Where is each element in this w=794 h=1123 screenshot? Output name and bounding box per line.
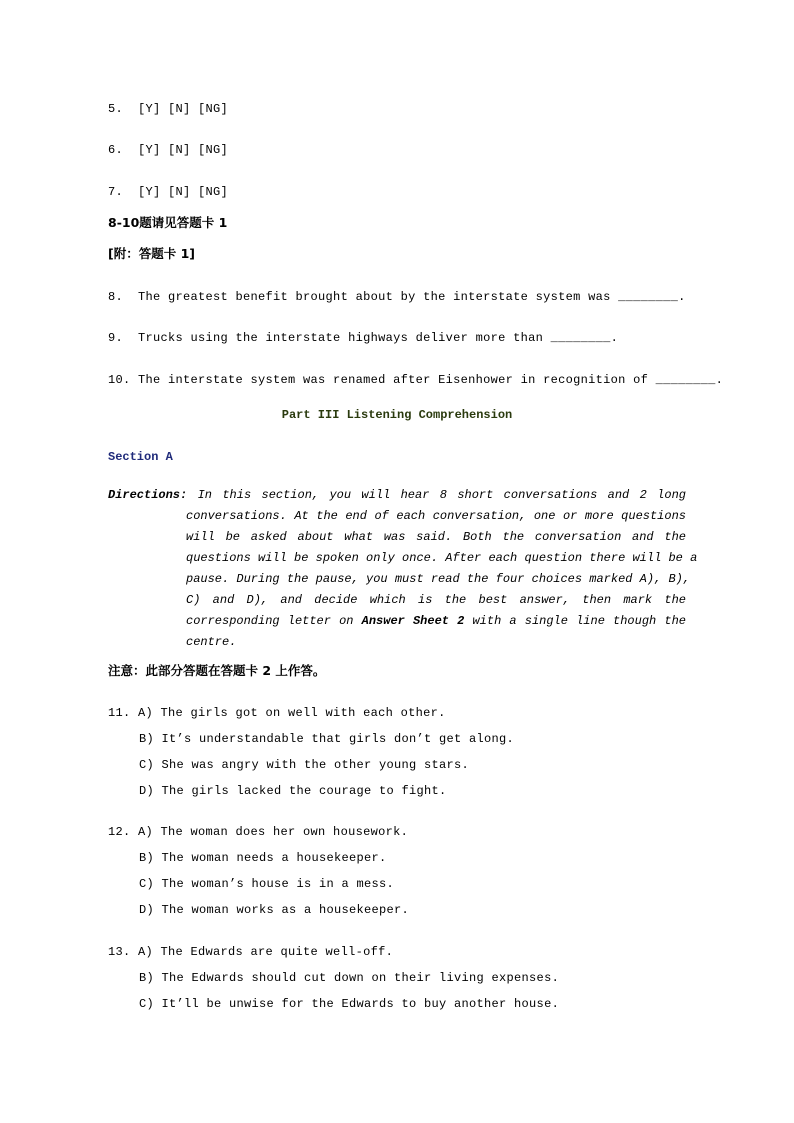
- fill-item: [108, 331, 618, 345]
- option: A) The woman does her own housework.: [138, 825, 409, 839]
- fill-text: Trucks using the interstate highways deliver more than ________.: [138, 331, 619, 345]
- section-title: Section A: [108, 450, 173, 464]
- fill-num: 10.: [108, 373, 131, 387]
- fill-text: The greatest benefit brought about by the interstate system was ________.: [138, 290, 686, 304]
- option: C) She was angry with the other young stars.: [139, 758, 470, 772]
- fill-item: [108, 373, 723, 387]
- fill-item: [108, 290, 686, 304]
- option: B) It’s understandable that girls don’t get along.: [139, 732, 515, 746]
- question: [108, 825, 408, 839]
- directions-line: will be asked about what was said. Both the conversation and the: [186, 530, 686, 544]
- directions-line: centre.: [186, 635, 237, 649]
- directions-line: questions will be spoken only once. After each question there will be a: [186, 551, 698, 565]
- attach-note: [附：答题卡 1]: [108, 246, 195, 261]
- directions: [108, 485, 698, 653]
- directions-text: In this section, you will hear 8 short conversations and 2 long: [197, 488, 686, 502]
- notice: 注意：此部分答题在答题卡 2 上作答。: [108, 663, 326, 678]
- tf-num: 5.: [108, 102, 124, 116]
- tf-options: [Y] [N] [NG]: [138, 143, 229, 157]
- option: B) The woman needs a housekeeper.: [139, 851, 387, 865]
- tf-item: [108, 102, 228, 116]
- option: D) The girls lacked the courage to fight.: [139, 784, 447, 798]
- directions-line: [108, 611, 686, 632]
- directions-line: conversations. At the end of each conversation, one or more questions: [186, 509, 686, 523]
- tf-item: [108, 185, 228, 199]
- tf-item: [108, 143, 228, 157]
- note-8-10: 8-10题请见答题卡 1: [108, 215, 228, 230]
- question-num: 12.: [108, 825, 131, 839]
- option: A) The girls got on well with each other.: [138, 706, 446, 720]
- option: B) The Edwards should cut down on their living expenses.: [139, 971, 560, 985]
- directions-label: Directions:: [108, 488, 188, 502]
- tf-num: 7.: [108, 185, 124, 199]
- tf-options: [Y] [N] [NG]: [138, 102, 229, 116]
- directions-line: pause. During the pause, you must read the four choices marked A), B),: [186, 572, 691, 586]
- directions-line: C) and D), and decide which is the best answer, then mark the: [186, 593, 686, 607]
- answer-sheet-ref: Answer Sheet 2: [361, 614, 465, 628]
- tf-options: [Y] [N] [NG]: [138, 185, 229, 199]
- tf-num: 6.: [108, 143, 124, 157]
- option: A) The Edwards are quite well-off.: [138, 945, 394, 959]
- fill-num: 9.: [108, 331, 124, 345]
- directions-line: [108, 485, 686, 506]
- option: D) The woman works as a housekeeper.: [139, 903, 410, 917]
- fill-num: 8.: [108, 290, 124, 304]
- question: [108, 706, 446, 720]
- option: C) It’ll be unwise for the Edwards to buy another house.: [139, 997, 560, 1011]
- option: C) The woman’s house is in a mess.: [139, 877, 395, 891]
- directions-text: corresponding letter on: [186, 614, 354, 628]
- part-title: Part III Listening Comprehension: [281, 408, 513, 422]
- question: [108, 945, 393, 959]
- question-num: 11.: [108, 706, 131, 720]
- question-num: 13.: [108, 945, 131, 959]
- directions-text: with a single line though the: [472, 614, 686, 628]
- fill-text: The interstate system was renamed after Eisenhower in recognition of ________.: [138, 373, 724, 387]
